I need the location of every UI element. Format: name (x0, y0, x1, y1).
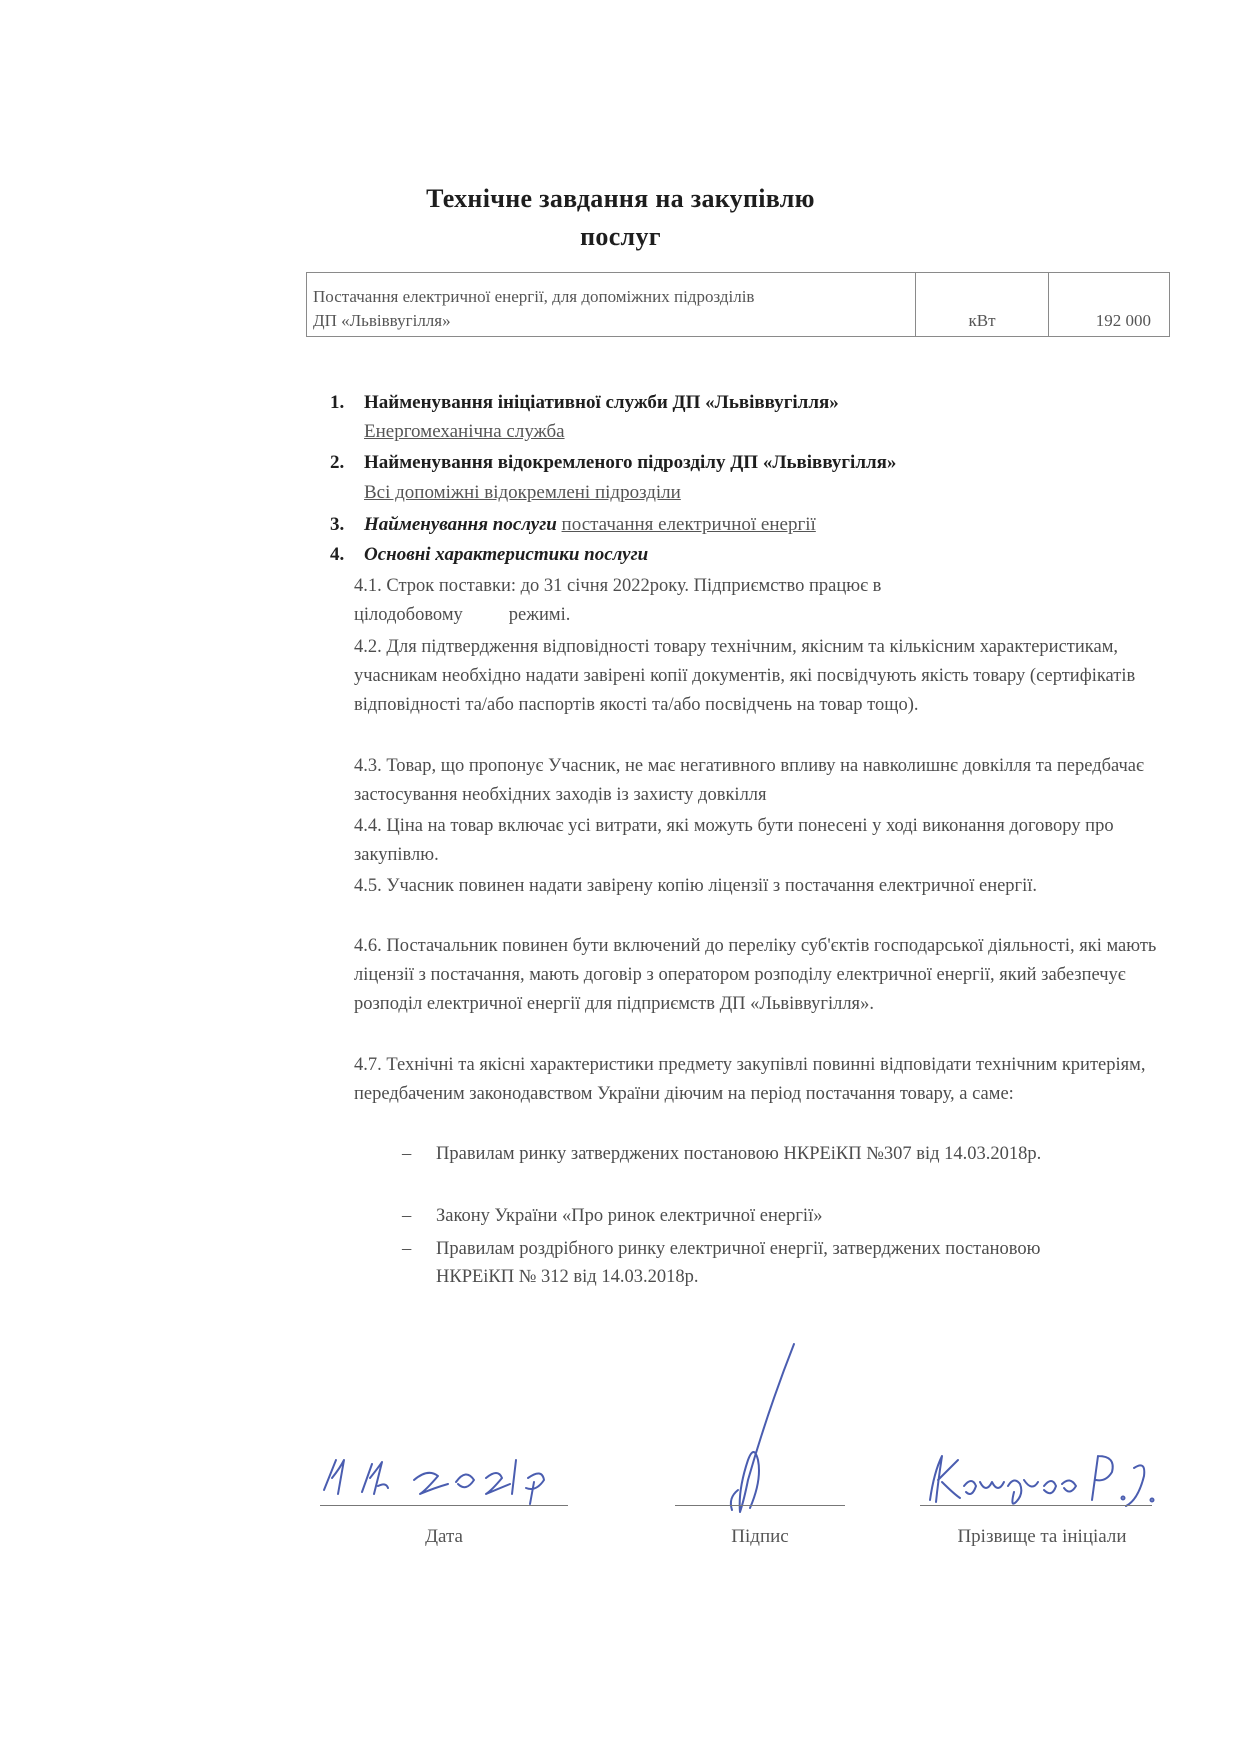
section-heading-text: Найменування відокремленого підрозділу ДП «Львіввугілля» (364, 452, 897, 473)
paragraph-4-1 (354, 572, 1184, 630)
paragraph-4-4: 4.4. Ціна на товар включає усі витрати, які можуть бути понесені у ході виконання договору про закупівлю. (354, 816, 1114, 865)
date-signature-line (320, 1505, 568, 1506)
table-row (307, 273, 1170, 337)
list-item-text: Правилам ринку затверджених постановою НКРЕіКП №307 від 14.03.2018р. (436, 1144, 1042, 1164)
section-number: 2. (330, 452, 345, 473)
dash-marker: – (402, 1239, 412, 1259)
section-number: 4. (330, 544, 345, 565)
list-item-text: Закону України «Про ринок електричної енергії» (436, 1206, 823, 1226)
item-description-line1: Постачання електричної енергії, для допоміжних підрозділів (313, 287, 755, 306)
section-heading-text: Найменування ініціативної служби ДП «Львіввугілля» (364, 392, 839, 413)
document-title-subtitle: послуг (580, 222, 661, 251)
section-1-heading (330, 389, 839, 416)
signature-line (675, 1505, 845, 1506)
name-signature-line (920, 1505, 1152, 1506)
spec-table (306, 272, 1170, 337)
paragraph-4-2: 4.2. Для підтвердження відповідності товару технічним, якісним та кількісним характеристикам, учасникам необхідно надати завірені копії документів, які посвідчують якість товару (сертифікатів відповідності та/або паспортів якості та/або посвідчень на товар тощо). (354, 637, 1136, 715)
handwritten-date (316, 1438, 576, 1508)
paragraph-4-6: 4.6. Постачальник повинен бути включений до переліку суб'єктів господарської діяльності, які мають ліцензії з постачання, мають договір з оператором розподілу електричної енергії, який забезпечує розподіл електричної енергії для підприємств ДП «Львіввугілля». (354, 936, 1157, 1014)
paragraph-4-3: 4.3. Товар, що пропонує Учасник, не має негативного впливу на навколишнє довкілля та передбачає застосування необхідних заходів із захисту довкілля (354, 756, 1144, 805)
section-heading-text: Найменування послуги (364, 514, 557, 535)
subdivision-value: Всі допоміжні відокремлені підрозділи (364, 482, 681, 503)
list-item (402, 1235, 1122, 1291)
handwritten-signature (698, 1340, 818, 1520)
item-unit-cell: кВт (916, 273, 1049, 337)
list-item-text: Правилам роздрібного ринку електричної енергії, затверджених постановою НКРЕіКП № 312 від 14.03.2018р. (436, 1239, 1041, 1287)
initiating-service-value: Енергомеханічна служба (364, 421, 565, 442)
handwritten-name (920, 1442, 1160, 1512)
section-number: 3. (330, 514, 345, 535)
section-4-heading (330, 541, 648, 568)
name-caption: Прізвище та ініціали (957, 1526, 1127, 1547)
list-item (402, 1202, 1122, 1230)
service-name-value: постачання електричної енергії (561, 514, 816, 535)
paragraph-4-1-line1: 4.1. Строк поставки: до 31 січня 2022року. Підприємство працює в (354, 576, 882, 596)
dash-marker: – (402, 1206, 412, 1226)
item-quantity-cell: 192 000 (1049, 273, 1170, 337)
paragraph-4-5: 4.5. Учасник повинен надати завірену копію ліцензії з постачання електричної енергії. (354, 876, 1038, 896)
date-caption: Дата (425, 1526, 463, 1547)
signature-caption: Підпис (731, 1526, 789, 1547)
section-2-heading (330, 449, 896, 476)
item-description-line2: ДП «Львіввугілля» (313, 311, 451, 330)
list-item (402, 1140, 1122, 1168)
section-heading-text: Основні характеристики послуги (364, 544, 649, 565)
paragraph-4-1-word: режимі. (508, 605, 571, 625)
section-3-heading (330, 511, 816, 538)
item-description-cell (307, 273, 916, 337)
paragraph-4-1-word: цілодобовому (354, 605, 463, 625)
section-number: 1. (330, 392, 345, 413)
paragraph-4-7: 4.7. Технічні та якісні характеристики предмету закупівлі повинні відповідати технічним критеріям, передбаченим законодавством України діючим на період постачання товару, а саме: (354, 1055, 1146, 1104)
document-title: Технічне завдання на закупівлю (426, 184, 815, 213)
section-1-value (364, 418, 565, 445)
dash-marker: – (402, 1144, 412, 1164)
section-2-value (364, 479, 681, 506)
